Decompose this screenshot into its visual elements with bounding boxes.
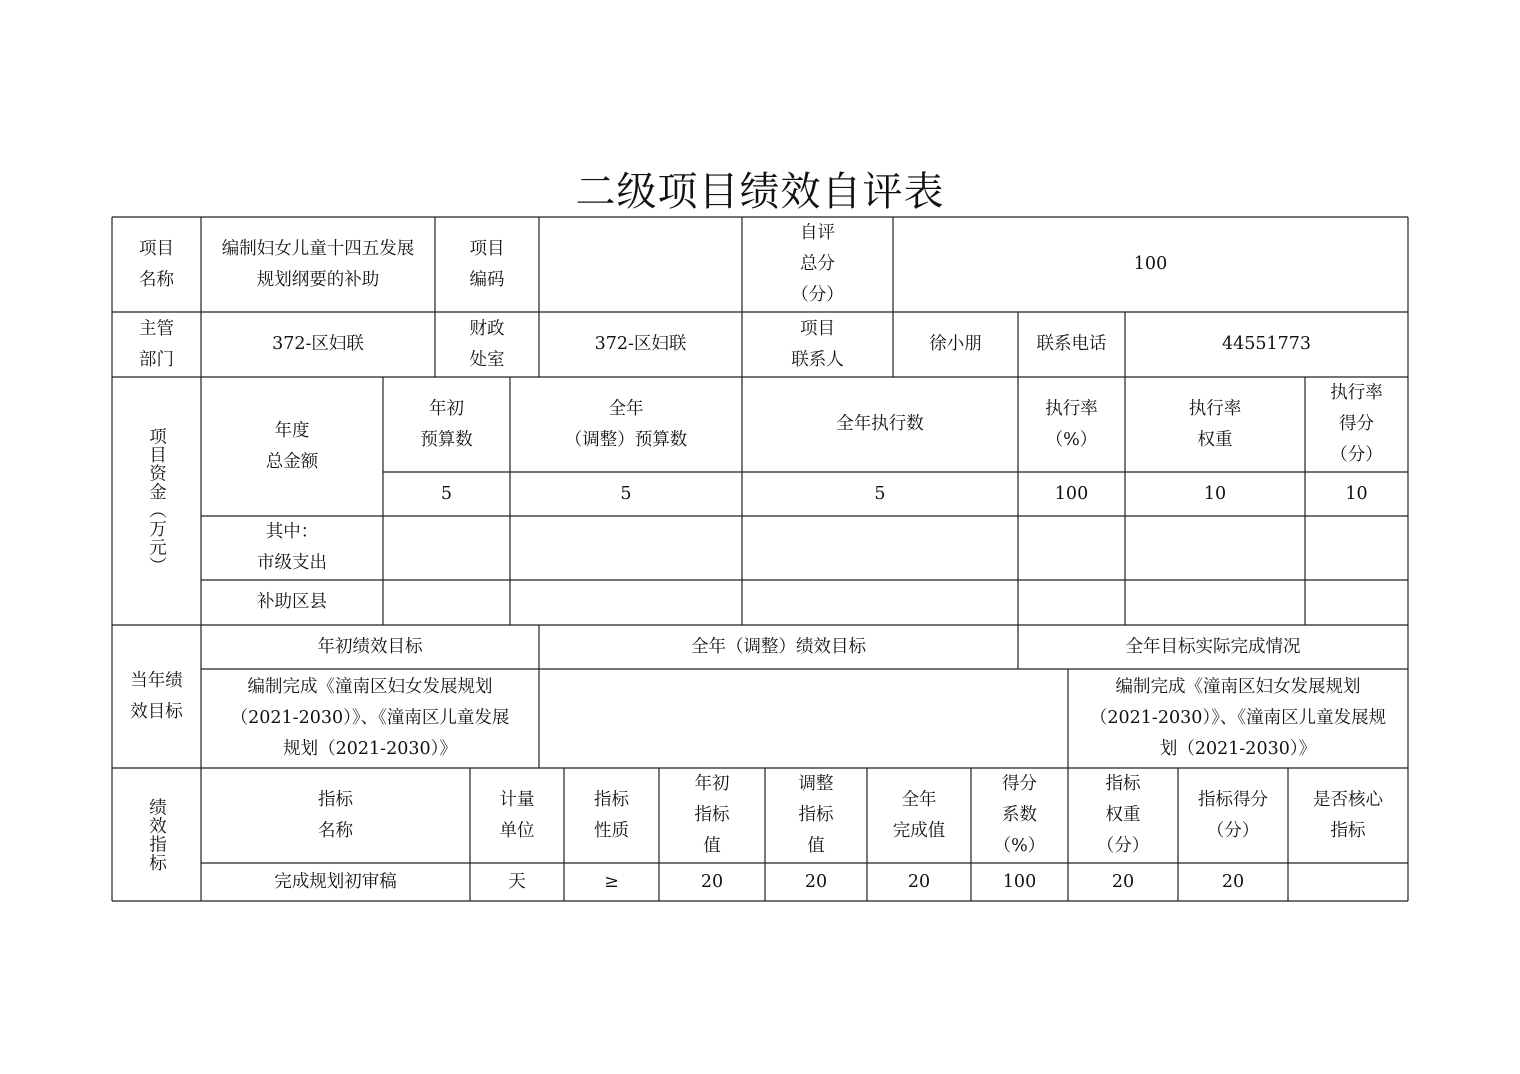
- dept-value: 372-区妇联: [272, 334, 364, 354]
- ind-completed-header: 全年 完成值: [892, 789, 946, 841]
- project-code-value: [539, 217, 742, 312]
- ind-row-name: 完成规划初审稿: [274, 871, 397, 892]
- project-code-label: 项目 编码: [469, 238, 505, 290]
- funds-score-header: 执行率 得分 （分）: [1330, 383, 1383, 465]
- funds-score-value: 10: [1345, 483, 1368, 504]
- ind-unit-header: 计量 单位: [499, 789, 535, 841]
- ind-row-adjusted: 20: [804, 871, 828, 892]
- ind-name-header: 指标 名称: [318, 789, 353, 841]
- ind-coef-header: 得分 系数 （%）: [993, 774, 1046, 856]
- funds-rate-header: 执行率 （%）: [1045, 398, 1098, 450]
- ind-initial-header: 年初 指标 值: [694, 774, 730, 856]
- funds-executed-header: 全年执行数: [836, 414, 924, 434]
- page-title: 二级项目绩效自评表: [575, 169, 945, 215]
- ind-row-nature: ≥: [604, 871, 619, 892]
- goals-actual-header: 全年目标实际完成情况: [1125, 636, 1301, 657]
- funds-adjusted-value: 5: [620, 483, 632, 504]
- ind-row-initial: 20: [700, 871, 724, 892]
- funds-rate-value: 100: [1054, 483, 1089, 504]
- self-score-label: 自评 总分 （分）: [791, 223, 844, 305]
- contact-label: 项目 联系人: [791, 318, 844, 370]
- funds-section-label: 项目资金（万元）: [146, 427, 167, 575]
- goals-section-label: 当年绩 效目标: [130, 670, 183, 722]
- funds-weight-header: 执行率 权重: [1188, 398, 1242, 450]
- ind-row-coef: 100: [1002, 871, 1037, 892]
- ind-score-header: 指标得分 （分）: [1198, 789, 1268, 841]
- project-name-label: 项目 名称: [139, 238, 174, 290]
- dept-label: 主管 部门: [139, 318, 174, 370]
- ind-core-header: 是否核心 指标: [1313, 789, 1383, 841]
- phone-value: 44551773: [1221, 334, 1312, 354]
- funds-city-row-label: 其中： 市级支出: [257, 522, 327, 573]
- ind-row-core: [1288, 863, 1408, 901]
- indicators-section-label: 绩效指标: [146, 797, 167, 872]
- phone-label: 联系电话: [1036, 334, 1107, 354]
- funds-total-header: 年度 总金额: [265, 420, 319, 472]
- ind-row-score: 20: [1221, 871, 1245, 892]
- contact-value: 徐小朋: [929, 334, 982, 354]
- project-name-value: 编制妇女儿童十四五发展 规划纲要的补助: [221, 238, 415, 290]
- funds-executed-value: 5: [874, 483, 886, 504]
- funds-county-row-label: 补助区县: [257, 592, 327, 612]
- funds-initial-header: 年初 预算数: [420, 398, 473, 450]
- funds-adjusted-header: 全年 （调整）预算数: [564, 398, 688, 450]
- funds-weight-value: 10: [1203, 483, 1227, 504]
- funds-initial-value: 5: [440, 483, 453, 504]
- ind-adjusted-header: 调整 指标 值: [798, 774, 834, 856]
- ind-nature-header: 指标 性质: [594, 789, 629, 841]
- goals-actual-value: 编制完成《潼南区妇女发展规划 （2021-2030）》、《潼南区儿童发展规 划（2021-2030）》: [1089, 677, 1387, 759]
- ind-row-completed: 20: [907, 871, 931, 892]
- ind-row-weight: 20: [1111, 871, 1135, 892]
- self-score-value: 100: [1133, 254, 1168, 274]
- ind-row-unit: 天: [508, 871, 526, 892]
- goals-initial-header: 年初绩效目标: [317, 636, 423, 657]
- finance-label: 财政 处室: [469, 318, 505, 370]
- finance-value: 372-区妇联: [594, 334, 687, 354]
- goals-adjusted-value: [539, 669, 1068, 768]
- goals-adjusted-header: 全年（调整）绩效目标: [691, 636, 866, 657]
- ind-weight-header: 指标 权重 （分）: [1096, 774, 1150, 856]
- goals-initial-value: 编制完成《潼南区妇女发展规划 （2021-2030）》、《潼南区儿童发展 规划（2021-2030）》: [230, 677, 510, 759]
